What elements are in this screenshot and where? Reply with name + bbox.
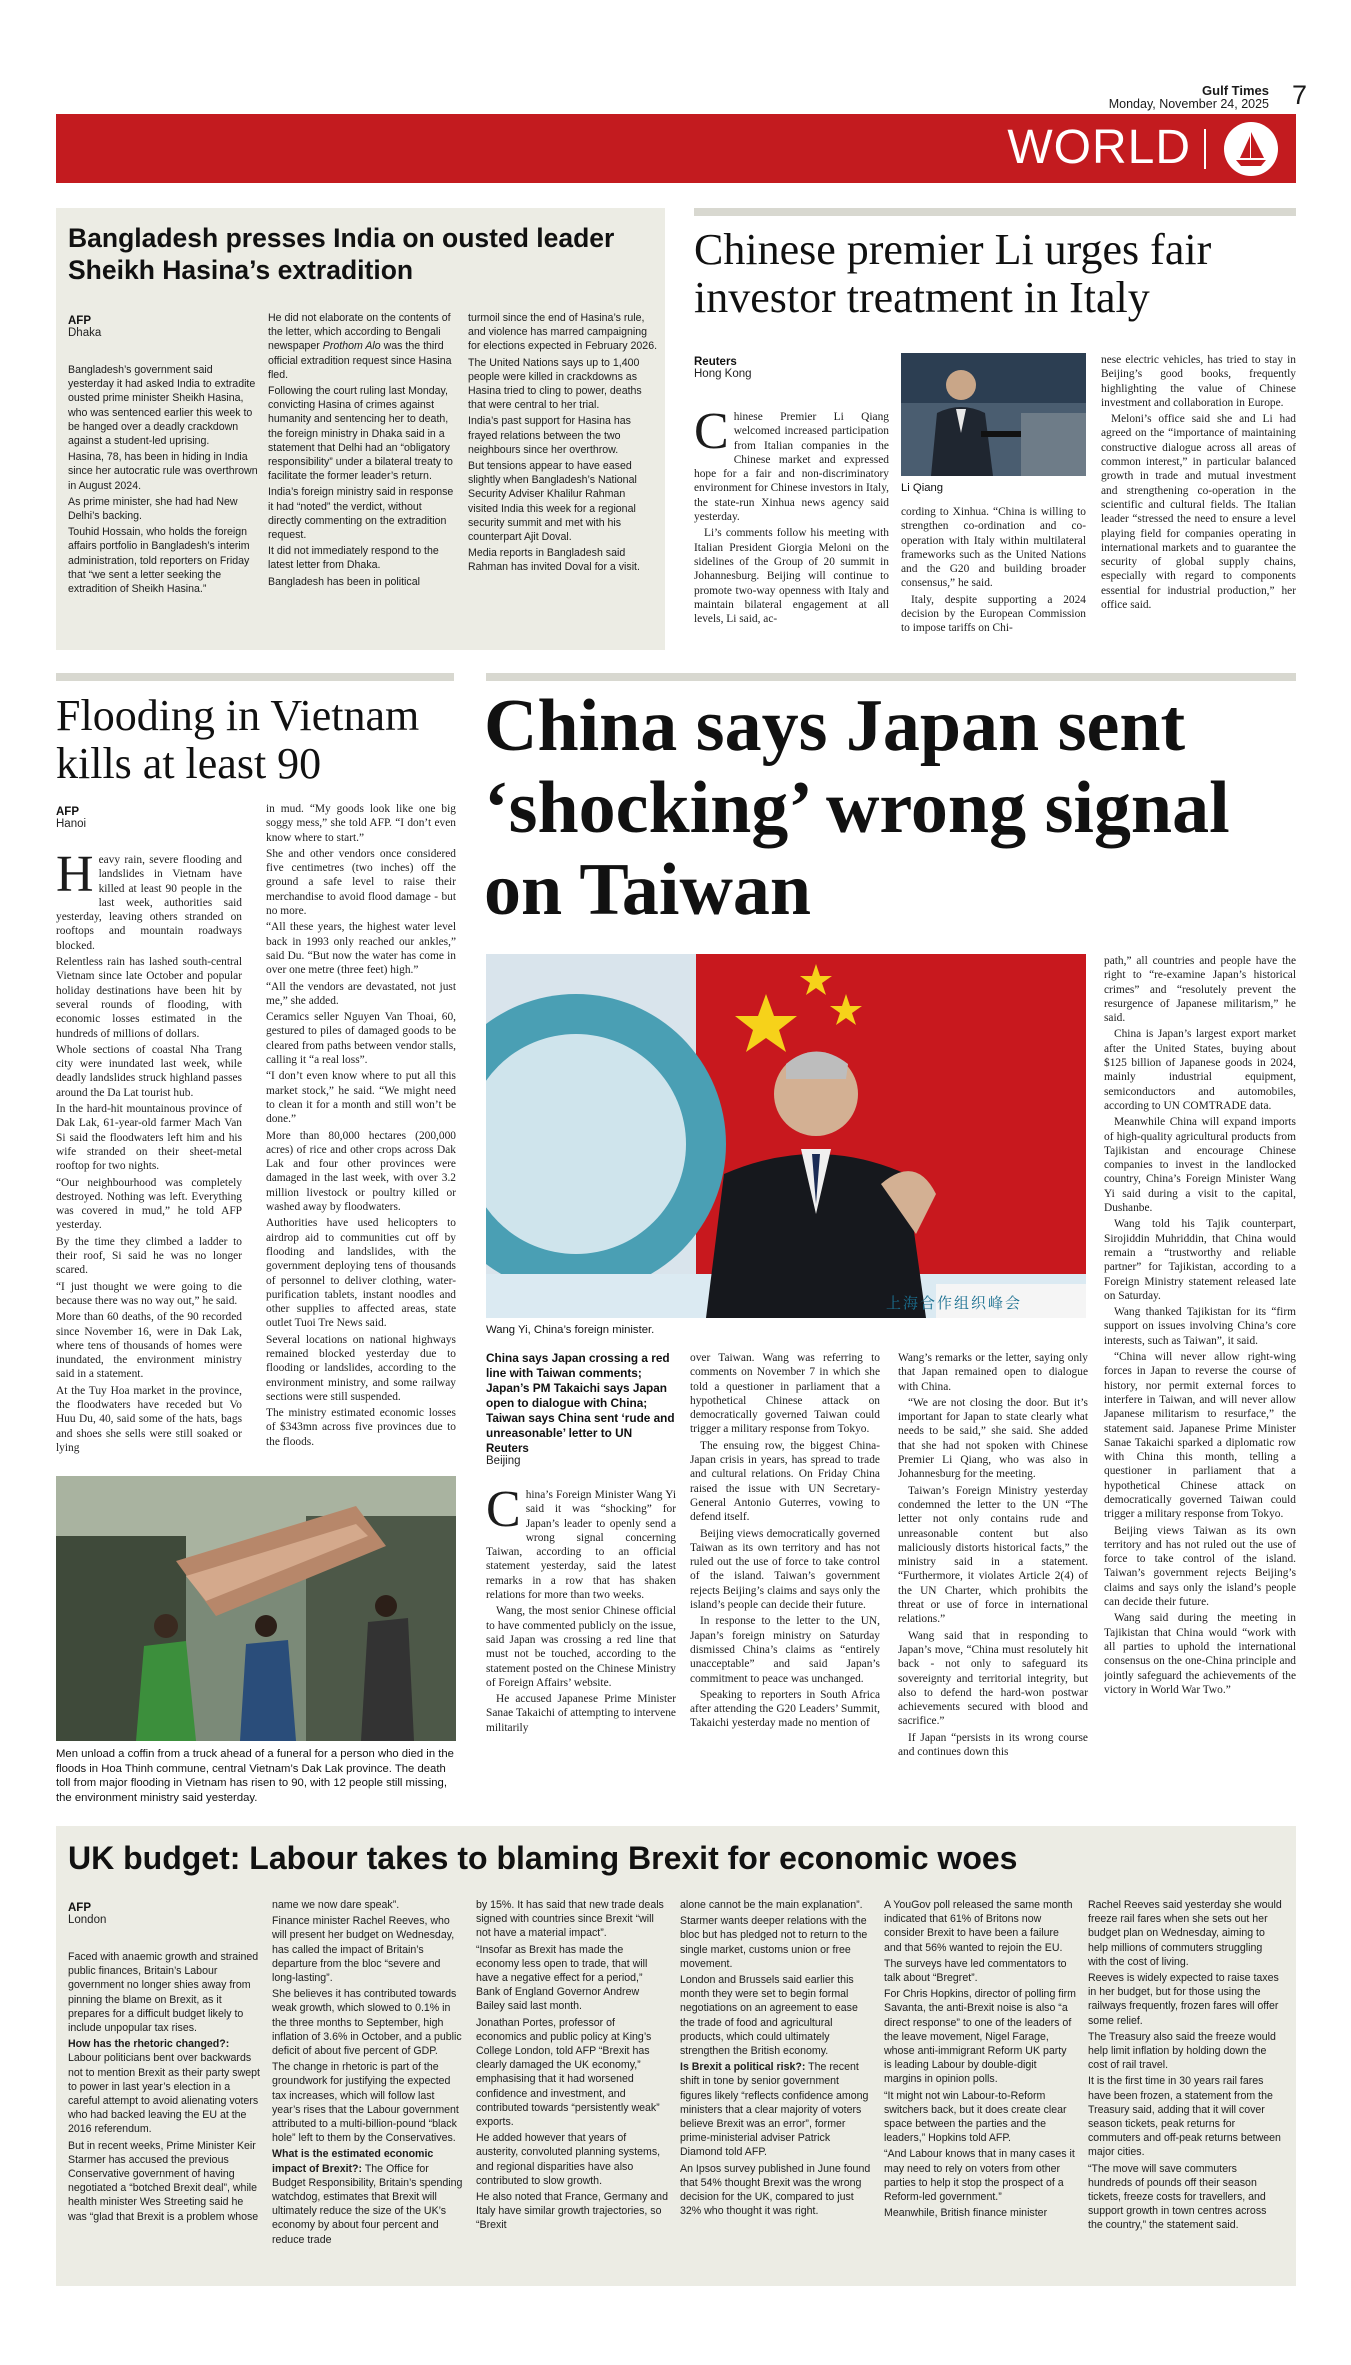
- paragraph: Reeves is widely expected to raise taxes in her budget, but for those using the railways frequently, frozen fares will offer some relief.: [1088, 1972, 1279, 2027]
- paragraph: Wang told his Tajik counterpart, Sirojiddin Muhriddin, that China would remain a “trustworthy and reliable partner” for Tajikistan, according to a Foreign Ministry statement released late on Saturday.: [1104, 1218, 1296, 1302]
- paragraph: name we now dare speak”.: [272, 1899, 400, 1911]
- uk-column-2: [272, 1898, 464, 2280]
- drop-cap: C: [694, 410, 729, 460]
- paragraph: More than 60 deaths, of the 90 recorded since November 16, were in Dak Lak, where tens of thousands of homes were inundated, the environment ministry said in a statement.: [56, 1311, 242, 1381]
- paragraph: Meloni’s office said she and Li had agreed on the “importance of maintaining constructive dialogue across all areas of common interest,” in particular balanced growth in trade and mutual investment and strengthening co-operation in the scientific and cultural fields. The Italian leader “stressed the need to ensure a level playing field for companies operating in international markets and to guarantee the security of global supply chains, especially with regard to components essential for industrial production,” her office said.: [1101, 413, 1296, 612]
- section-banner: [56, 114, 1296, 183]
- paragraph: She and other vendors once considered five centimetres (two inches) off the ground a safe level to raise their merchandise to avoid flood damage - but no more.: [266, 847, 456, 918]
- page-number: 7: [1291, 80, 1307, 110]
- li-qiang-photo-caption: Li Qiang: [901, 482, 944, 494]
- italy-headline: Chinese premier Li urges fair investor treatment in Italy: [694, 225, 1212, 322]
- paragraph: Li’s comments follow his meeting with Italian President Giorgia Meloni on the sidelines of the Group of 20 summit in Johannesburg. Beijing will continue to promote two-way openness with Italy and maintain bilateral engagement at all levels, Li said, ac-: [694, 527, 889, 626]
- italy-column-1: [694, 410, 889, 650]
- paragraph: Wang, the most senior Chinese official to have commented publicly on the issue, said Japan was crossing a red line that must not be touched, according to the statement posted on the Chinese Ministry of Foreign Affairs’ website.: [486, 1605, 676, 1689]
- paragraph: Ceramics seller Nguyen Van Thoai, 60, gestured to piles of damaged goods to be cleared from paths between vendor stalls, calling it “a real loss”.: [266, 1011, 456, 1067]
- paragraph: Hasina, 78, has been in hiding in India since her autocratic rule was overthrown in August 2024.: [68, 451, 258, 492]
- paragraph: by 15%. It has said that new trade deals signed with countries since Brexit “will not have a material impact”.: [476, 1899, 664, 1940]
- paragraph: He added however that years of austerity, convoluted planning systems, and regional disparities have also contributed to slow growth.: [476, 2132, 661, 2187]
- italy-column-3: [1101, 353, 1296, 650]
- paragraph: path,” all countries and people have the right to “re-examine Japan’s historical crimes” and “resolutely prevent the resurgence of Japanese militarism,” he said.: [1104, 955, 1296, 1025]
- vietnam-column-2: [266, 802, 456, 1460]
- text-run: The Office for Budget Responsibility, Britain’s spending watchdog, estimates that Brexit will ultimately reduce the size of the UK’s economy by about four percent and reduce trade: [272, 2162, 463, 2246]
- paragraph: “All the vendors are devastated, not just me,” she added.: [266, 980, 456, 1007]
- italy-top-rule: [694, 208, 1296, 216]
- paragraph: Following the court ruling last Monday, convicting Hasina of crimes against humanity and sentencing her to death, the foreign ministry in Dhaka said in a statement that Delhi had an “obligatory responsibility” under a bilateral treaty to facilitate the former leader’s return.: [268, 385, 453, 483]
- paragraph: Media reports in Bangladesh said Rahman has invited Doval for a visit.: [468, 547, 640, 574]
- bangladesh-headline: Bangladesh presses India on ousted leader Sheikh Hasina’s extradition: [68, 223, 615, 285]
- subheading: How has the rhetoric changed?:: [68, 2038, 230, 2051]
- subheading: What is the estimated economic impact of Brexit?:: [272, 2148, 434, 2175]
- section-title: WORLD: [1007, 121, 1191, 174]
- uk-column-6: [1088, 1898, 1284, 2280]
- newspaper-name: Gulf Times: [1202, 83, 1269, 98]
- vietnam-photo-caption: Men unload a coffin from a truck ahead of a funeral for a person who died in the floods in Hoa Thinh commune, central Vietnam’s Dak Lak province. The death toll from major flooding in Vietnam has risen to 90, with 12 people still missing, the environment ministry said yesterday.: [56, 1748, 454, 1804]
- paragraph: London and Brussels said earlier this month they were set to begin formal negotiations on an agreement to ease the trade of food and agricultural products, which could ultimately strengthen the British economy.: [680, 1974, 858, 2058]
- paragraph: “I don’t even know where to put all this market stock,” he said. “We might need to clean it for a month and still won’t be done.”: [266, 1070, 456, 1126]
- japan-headline: China says Japan sent ‘shocking’ wrong signal on Taiwan: [484, 685, 1230, 931]
- japan-byline: [486, 1443, 529, 1467]
- paragraph: Wang said that in responding to Japan’s move, “China must resolutely hit back - not only to safeguard its sovereignty and territorial integrity, but also to defend the hard-won postwar achievements secured with blood and sacrifice.”: [898, 1629, 1088, 1728]
- paragraph: “All these years, the highest water level back in 1993 only reached our ankles,” said Du. “But now the water has come in over one metre (three feet) high.”: [266, 921, 456, 977]
- byline-agency: AFP: [68, 1902, 91, 1914]
- paragraph: Several locations on national highways remained blocked yesterday due to flooding or landslides, according to the environment ministry, and some railway sections were still suspended.: [266, 1333, 456, 1403]
- paragraph: If Japan “persists in its wrong course and continues down this: [898, 1731, 1088, 1759]
- paragraph: Meanwhile, British finance minister: [884, 2207, 1048, 2220]
- japan-column-2: [690, 1351, 880, 1810]
- paragraph: “We are not closing the door. But it’s important for Japan to state clearly what needs to be said,” she said. She added that she had not spoken with Chinese Premier Li Qiang, who was also in Johannesburg for the meeting.: [898, 1396, 1088, 1481]
- paragraph: Finance minister Rachel Reeves, who will present her budget on Wednesday, has called the impact of Britain’s departure from the bloc “severe and long-lasting”.: [272, 1915, 455, 1985]
- paragraph: At the Tuy Hoa market in the province, the floodwaters have receded but Vo Huu Du, 40, said some of the hats, bags and shoes she sells were still soaked or lying: [56, 1384, 242, 1454]
- uk-column-1: [68, 1950, 260, 2280]
- issue-date: Monday, November 24, 2025: [1108, 97, 1269, 111]
- paragraph: More than 80,000 hectares (200,000 acres) of rice and other crops across Dak Lak and four other provinces were damaged in the last week, with over 3.2 million livestock or poultry killed or washed away by floodwaters.: [266, 1129, 456, 1214]
- bangladesh-article: [56, 208, 665, 650]
- paragraph: Taiwan’s Foreign Ministry yesterday condemned the letter to the UN “The letter not only contains rude and unreasonable content but also maliciously distorts historical facts,” the ministry said in a statement. “Furthermore, it violates Article 2(4) of the UN Charter, which prohibits the threat or use of force in international relations.”: [898, 1484, 1088, 1626]
- paragraph: India’s past support for Hasina has frayed relations between the two neighbours since her overthrow.: [468, 415, 631, 456]
- paragraph: nese electric vehicles, has tried to stay in Beijing’s good books, frequently highlighting the value of Chinese investment and collaboration in Europe.: [1101, 354, 1296, 409]
- text-run: was the third official extradition request since Hasina fled.: [268, 340, 452, 381]
- bangladesh-byline: [68, 315, 101, 339]
- paragraph: The United Nations says up to 1,400 people were killed in crackdowns as Hasina tried to cling to power, deaths that were central to her trial.: [468, 356, 642, 412]
- paragraph: Beijing views democratically governed Taiwan as its own territory and has not ruled out the use of force to take control of the island. Taiwan’s government rejects Beijing’s claims and says only the island’s people can decide their future.: [690, 1527, 880, 1612]
- paragraph: “The move will save commuters hundreds of pounds off their season tickets, freeze costs for travellers, and support growth in town centres across the country,” the statement said.: [1088, 2162, 1267, 2232]
- vietnam-byline: [56, 806, 86, 830]
- paragraph: “It might not win Labour-to-Reform switchers back, but it does create clear space between the parties and the leaders,” Hopkins told AFP.: [884, 2089, 1067, 2145]
- vietnam-flood-photo: [56, 1476, 456, 1741]
- photo-banner-text: 上海合作组织峰会: [886, 1295, 1023, 1312]
- byline-agency: AFP: [68, 315, 91, 327]
- paragraph: The ensuing row, the biggest China-Japan crisis in years, has spread to trade and cultural relations. On Friday China raised the issue with UN Secretary-General Antonio Guterres, vowing to defend itself.: [690, 1439, 880, 1524]
- vietnam-headline: Flooding in Vietnam kills at least 90: [56, 691, 420, 788]
- paragraph: Faced with anaemic growth and strained public finances, Britain’s Labour government no longer shies away from pinning the blame on Brexit, as it prepares for a difficult budget likely to include unpopular tax rises.: [68, 1951, 259, 2035]
- paragraph: [268, 311, 458, 382]
- paragraph: Bangladesh’s government said yesterday it had asked India to extradite ousted prime minister Sheikh Hasina, who was sentenced earlier this week to be hanged over a deadly crackdown against a student-led uprising.: [68, 364, 256, 448]
- paragraph: But tensions appear to have eased slightly when Bangladesh’s National Security Adviser Khalilur Rahman visited India this week for a regional security summit and met with his counterpart Ajit Doval.: [468, 460, 637, 544]
- vietnam-column-1: [56, 853, 242, 1460]
- paragraph: “China will never allow right-wing forces in Japan to reverse the course of history, nor permit external forces to interfere in Taiwan, and will never allow Japanese militarism to resurface,” the statement said. Japanese Prime Minister Sanae Takaichi sparked a diplomatic row with China this month, telling a questioner in parliament that a hypothetical Chinese attack on democratically governed Taiwan could trigger a military response from Tokyo.: [1104, 1351, 1296, 1521]
- paragraph: India’s foreign ministry said in response it had “noted” the verdict, without directly commenting on the extradition request.: [268, 486, 454, 542]
- uk-column-4: [680, 1898, 872, 2280]
- text-run: Labour politicians bent over backwards not to mention Brexit as their party swept to power in last year’s election in a careful attempt to avoid alienating voters who had backed leaving the EU at the 2016 referendum.: [68, 2052, 260, 2136]
- paragraph: [272, 2147, 464, 2246]
- text-run: hina’s Foreign Minister Wang Yi said it was “shocking” for Japan’s leader to openly send a wrong signal concerning Taiwan, according to an official statement yesterday, said the latest remarks in a row that has shaken relations for more than two weeks.: [486, 1489, 676, 1602]
- paragraph: It did not immediately respond to the latest letter from Dhaka.: [268, 545, 439, 572]
- japan-column-1: [486, 1488, 676, 1810]
- paragraph: Italy, despite supporting a 2024 decision by the European Commission to impose tariffs on Chi-: [901, 593, 1086, 635]
- paragraph: He also noted that France, Germany and Italy have similar growth trajectories, so “Brexit: [476, 2191, 668, 2232]
- paragraph: Touhid Hossain, who holds the foreign affairs portfolio in Bangladesh’s interim administration, told reporters on Friday that “we sent a letter seeking the extradition of Sheikh Hasina.”: [68, 526, 250, 596]
- paragraph: A YouGov poll released the same month indicated that 61% of Britons now consider Brexit to have been a failure and that 56% wanted to rejoin the EU.: [884, 1899, 1073, 1954]
- text-run: The recent shift in tone by senior government figures likely “reflects confidence among ministers that a clear majority of voters believe Brexit was an error”, former prime-ministerial adviser Patrick Diamond told AFP.: [680, 2061, 869, 2159]
- paragraph: Wang said during the meeting in Tajikistan that China would “work with all parties to uphold the international consensus on the one-China principle and jointly safeguard the achievements of the victory in World War Two.”: [1104, 1612, 1296, 1696]
- paragraph: Wang’s remarks or the letter, saying only that Japan remained open to dialogue with China.: [898, 1352, 1088, 1393]
- dhow-logo-icon: [1224, 122, 1278, 176]
- byline-location: Beijing: [486, 1455, 521, 1467]
- paragraph: The Treasury also said the freeze would help limit inflation by holding down the cost of rail travel.: [1088, 2030, 1276, 2072]
- paragraph: He accused Japanese Prime Minister Sanae Takaichi of attempting to intervene militarily: [486, 1693, 676, 1734]
- vietnam-top-rule: [56, 673, 454, 681]
- paragraph: “Insofar as Brexit has made the economy less open to trade, that will have a negative effect for a period,” Bank of England Governor Andrew Bailey said last month.: [476, 1943, 648, 2013]
- subheading: Is Brexit a political risk?:: [680, 2061, 806, 2074]
- paragraph: The ministry estimated economic losses of $343mn across five provinces due to the floods.: [266, 1407, 456, 1448]
- paragraph: “And Labour knows that in many cases it may need to rely on voters from other parties to help it stop the prospect of a Reform-led government.”: [884, 2148, 1075, 2204]
- byline-agency: AFP: [56, 806, 79, 818]
- japan-summary: China says Japan crossing a red line with Taiwan comments; Japan’s PM Takaichi says Japan open to dialogue with China; Taiwan says China sent ‘rude and unreasonable’ letter to UN: [486, 1351, 675, 1440]
- uk-budget-article: [56, 1826, 1296, 2286]
- paragraph: Bangladesh has been in political: [268, 575, 420, 588]
- paragraph: Jonathan Portes, professor of economics and public policy at King’s College London, told AFP “Brexit has clearly damaged the UK economy,” emphasising that it had worsened confidence and investment, and contributed towards “persistently weak” exports.: [476, 2016, 660, 2129]
- paragraph: [486, 1488, 676, 1602]
- bangladesh-column-2: [268, 311, 458, 648]
- japan-column-3: [898, 1351, 1088, 1810]
- uk-byline: [68, 1902, 106, 1926]
- paragraph: Whole sections of coastal Nha Trang city were inundated last week, while deadly landslides struck highland passes around the Da Lat tourist hub.: [56, 1043, 242, 1099]
- byline-location: Hong Kong: [694, 368, 752, 380]
- paragraph: Rachel Reeves said yesterday she would freeze rail fares when she sets out her budget plan on Wednesday, aiming to help millions of commuters struggling with the cost of living.: [1088, 1899, 1282, 1968]
- paragraph: The change in rhetoric is part of the groundwork for justifying the expected tax increases, which will follow last year’s rises that the Labour government attributed to a multi-billion-pound “black hole” left to them by the Conservatives.: [272, 2061, 459, 2145]
- byline-agency: Reuters: [486, 1443, 529, 1455]
- paragraph: [68, 2037, 260, 2136]
- newspaper-name-italic: Prothom Alo: [322, 340, 381, 353]
- paragraph: By the time they climbed a ladder to their roof, Si said he was no longer scared.: [56, 1235, 242, 1277]
- japan-top-rule: [486, 673, 1296, 681]
- paragraph: Speaking to reporters in South Africa after attending the G20 Leaders’ Summit, Takaichi yesterday made no mention of: [690, 1688, 880, 1730]
- paragraph: But in recent weeks, Prime Minister Keir Starmer has accused the previous Conservative government of having negotiated a “botched Brexit deal”, while health minister Wes Streeting said he was “glad that Brexit is a problem whose: [68, 2139, 259, 2223]
- paragraph: [694, 410, 889, 524]
- paragraph: China is Japan’s largest export market after the United States, buying about $125 billion of Japanese goods in 2024, mainly industrial equipment, semiconductors and automobiles, according to UN COMTRADE data.: [1104, 1028, 1296, 1112]
- paragraph: Authorities have used helicopters to airdrop aid to communities cut off by flooding and landslides, with the government deploying tens of thousands of personnel to deliver clothing, water-purification tablets, instant noodles and other supplies to affected areas, state outlet Tuoi Tre News said.: [266, 1217, 456, 1330]
- paragraph: Beijing views Taiwan as its own territory and has not ruled out the use of force to take control of the island. Taiwan’s government rejects Beijing’s claims and says only the island’s people can decide their future.: [1104, 1524, 1296, 1609]
- paragraph: alone cannot be the main explanation”.: [680, 1899, 863, 1911]
- wang-yi-photo: [486, 954, 1086, 1318]
- drop-cap: C: [486, 1488, 521, 1538]
- paragraph: cording to Xinhua. “China is willing to strengthen co-ordination and co-operation with Italy within multilateral frameworks such as the United Nations and the G20 and building broader consensus,” he said.: [901, 506, 1086, 590]
- paragraph: [680, 2060, 872, 2159]
- byline-agency: Reuters: [694, 356, 737, 368]
- text-run: eavy rain, severe flooding and landslides in Vietnam have killed at least 90 people in the last week, authorities said yesterday, leaving others stranded on rooftops and mountain roadways blocked.: [56, 854, 242, 952]
- paragraph: It is the first time in 30 years rail fares have been frozen, a statement from the Treasury said, adding that it will cover season tickets, peak returns for commuters and off-peak returns between major cities.: [1088, 2075, 1281, 2159]
- paragraph: For Chris Hopkins, director of polling firm Savanta, the anti-Brexit noise is also “a direct response” to one of the leaders of the leave movement, Nigel Farage, whose anti-immigrant Reform UK party is leading Labour by double-digit margins in opinion polls.: [884, 1988, 1076, 2086]
- paragraph: As prime minister, she had had New Delhi’s backing.: [68, 495, 238, 523]
- paragraph: An Ipsos survey published in June found that 54% thought Brexit was the wrong decision for the UK, compared to just 32% who thought it was right.: [680, 2162, 871, 2218]
- bangladesh-column-1: [68, 363, 258, 648]
- section-divider: [1204, 129, 1206, 169]
- paragraph: Relentless rain has lashed south-central Vietnam since late October and popular holiday destinations have been hit by several rounds of flooding, with economic losses estimated in the hundreds of millions of dollars.: [56, 956, 242, 1040]
- paragraph: In the hard-hit mountainous province of Dak Lak, 61-year-old farmer Mach Van Si said the floodwaters left him and his wife stranded on their sheet-metal rooftop for two nights.: [56, 1103, 242, 1173]
- byline-location: Hanoi: [56, 818, 87, 830]
- bangladesh-column-3: [468, 311, 658, 648]
- japan-column-4: [1104, 954, 1296, 1810]
- wang-yi-photo-caption: Wang Yi, China’s foreign minister.: [486, 1324, 655, 1336]
- paragraph: in mud. “My goods look like one big soggy mess,” she told AFP. “I don’t even know where to start.”: [266, 803, 456, 844]
- italy-byline: [694, 356, 752, 380]
- paragraph: over Taiwan. Wang was referring to comments on November 7 in which she told a questioner in parliament that a hypothetical Chinese attack on democratically governed Taiwan could trigger a military response from Tokyo.: [690, 1352, 880, 1436]
- byline-location: London: [68, 1914, 107, 1926]
- paragraph: In response to the letter to the UN, Japan’s foreign ministry on Saturday dismissed China’s claims as “entirely unacceptable” and said Japan’s commitment to peace was unchanged.: [690, 1615, 880, 1685]
- text-run: hinese Premier Li Qiang welcomed increased participation from Italian companies in the Chinese market and expressed hope for a fair and non-discriminatory environment for Chinese investors in Italy, the state-run Xinhua news agency said yesterday.: [694, 411, 889, 524]
- paragraph: “I just thought we were going to die because there was no way out,” he said.: [56, 1280, 242, 1307]
- italy-column-2: [901, 505, 1086, 650]
- uk-column-5: [884, 1898, 1076, 2280]
- uk-headline: UK budget: Labour takes to blaming Brexit for economic woes: [68, 1840, 1018, 1876]
- li-qiang-photo: [901, 353, 1086, 476]
- uk-column-3: [476, 1898, 668, 2280]
- paragraph: Starmer wants deeper relations with the bloc but has pledged not to return to the single market, customs union or free movement.: [680, 1915, 868, 1970]
- paragraph: turmoil since the end of Hasina’s rule, and violence has marred campaigning for elections expected in February 2026.: [468, 312, 658, 353]
- paragraph: [56, 853, 242, 953]
- paragraph: Wang thanked Tajikistan for its “firm support on issues involving China’s core interests, such as Taiwan”, it said.: [1104, 1306, 1296, 1347]
- paragraph: The surveys have led commentators to talk about “Bregret”.: [884, 1957, 1067, 1985]
- paragraph: “Our neighbourhood was completely destroyed. Nothing was left. Everything was covered in mud,” he told AFP yesterday.: [56, 1176, 242, 1232]
- paragraph: She believes it has contributed towards weak growth, which slowed to 0.1% in the three months to September, high inflation of 3.6% in October, and a public deficit of about five percent of GDP.: [272, 1988, 462, 2058]
- byline-location: Dhaka: [68, 327, 102, 339]
- paragraph: Meanwhile China will expand imports of high-quality agricultural products from Tajikistan and encourage Chinese companies to invest in the landlocked country, China’s Foreign Minister Wang Yi said during a visit to the capital, Dushanbe.: [1104, 1116, 1296, 1215]
- drop-cap: H: [56, 853, 94, 903]
- text-run: He did not elaborate on the contents of the letter, which according to Bengali newspaper: [268, 312, 451, 353]
